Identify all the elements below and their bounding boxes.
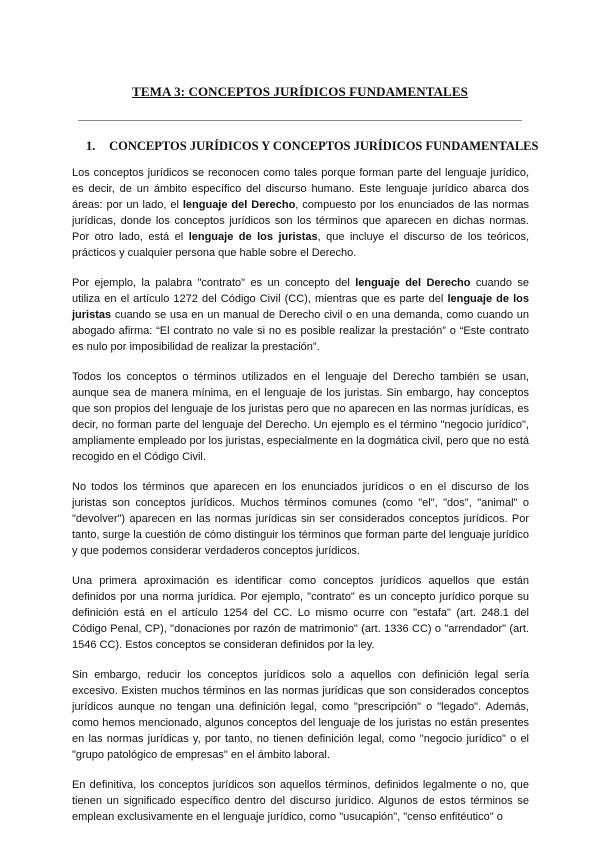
title-divider <box>78 120 522 121</box>
bold-term: lenguaje de los juristas <box>72 293 530 321</box>
text-run: Por ejemplo, la palabra "contrato" es un concepto del <box>72 277 356 289</box>
section-number: 1. <box>86 139 96 153</box>
text-run: , que incluye el discurso de los teóricos, prácticos y cualquier persona que hable sobre el Derecho. <box>72 231 530 259</box>
bold-term: lenguaje del Derecho <box>355 277 471 289</box>
text-run: cuando se usa en un manual de Derecho civil o en una demanda, como cuando un abogado afirma: “El contrato no vale si no es posible realizar la prestación” o “Este contrato es nulo por imposibilidad de realizar la prestación”. <box>72 309 529 353</box>
text-run: Los conceptos jurídicos se reconocen como tales porque forman parte del lenguaje jurídico, es decir, de un ámbito específico del discurso humano. Este lenguaje jurídico abarca dos áreas: por un lado, el <box>72 167 529 211</box>
paragraph <box>72 479 529 559</box>
text-run: Todos los conceptos o términos utilizados en el lenguaje del Derecho también se usan, aunque sea de manera mínima, en el lenguaje de los juristas. Sin embargo, hay conceptos que son propios del lenguaje de los juristas pero que no aparecen en las normas jurídicas, es decir, no forman parte del lenguaje del Derecho. Un ejemplo es el término "negocio jurídico", ampliamente empleado por los juristas, especialmente en la dogmática civil, pero que no está recogido en el Código Civil. <box>72 371 529 463</box>
paragraph <box>72 275 529 355</box>
bold-term: lenguaje de los juristas <box>188 231 318 243</box>
text-run: Una primera aproximación es identificar como conceptos jurídicos aquellos que están definidos por una norma jurídica. Por ejemplo, "contrato" es un concepto jurídico porque su definición está en el artículo 1254 del CC. Lo mismo ocurre con "estafa" (art. 248.1 del Código Penal, CP), "donaciones por razón de matrimonio" (art. 1336 CC) o "arrendador" (art. 1546 CC). Estos conceptos se consideran definidos por la ley. <box>72 575 529 651</box>
paragraph <box>72 573 529 653</box>
text-run: Sin embargo, reducir los conceptos jurídicos solo a aquellos con definición legal sería excesivo. Existen muchos términos en las normas jurídicas que son considerados conceptos jurídicos aunque no tengan una definición legal, como "prescripción" o "legado". Además, como hemos mencionado, algunos conceptos del lenguaje de los juristas no están presentes en las normas jurídicas y, por tanto, no tienen definición legal, como "negocio jurídico" o el "grupo patológico de empresas" en el ámbito laboral. <box>72 669 529 761</box>
bold-term: lenguaje del Derecho <box>182 199 296 211</box>
text-run: No todos los términos que aparecen en los enunciados jurídicos o en el discurso de los juristas son conceptos jurídicos. Muchos términos comunes (como "el", "dos", "animal" o "devolver") aparecen en las normas jurídicas sin ser considerados conceptos jurídicos. Por tanto, surge la cuestión de cómo distinguir los términos que forman parte del lenguaje jurídico y que podemos considerar verdaderos conceptos jurídicos. <box>72 481 529 557</box>
paragraph <box>72 667 529 763</box>
text-run: En definitiva, los conceptos jurídicos son aquellos términos, definidos legalmente o no, que tienen un significado específico dentro del discurso jurídico. Algunos de estos términos se emplean exclusivamente en el lenguaje jurídico, como "usucapión", "censo enfitéutico" o <box>72 779 529 823</box>
body-text <box>72 165 529 839</box>
paragraph <box>72 777 529 825</box>
document-title: TEMA 3: CONCEPTOS JURÍDICOS FUNDAMENTALES <box>132 84 468 99</box>
text-run: , compuesto por los enunciados de las normas jurídicas, donde los conceptos jurídicos son los términos que aparecen en dichas normas. Por otro lado, está el <box>72 199 529 243</box>
paragraph <box>72 369 529 465</box>
section-heading <box>86 139 546 154</box>
section-title: CONCEPTOS JURÍDICOS Y CONCEPTOS JURÍDICOS FUNDAMENTALES <box>109 139 539 153</box>
text-run: cuando se utiliza en el artículo 1272 del Código Civil (CC), mientras que es parte del <box>72 277 529 305</box>
paragraph <box>72 165 529 261</box>
